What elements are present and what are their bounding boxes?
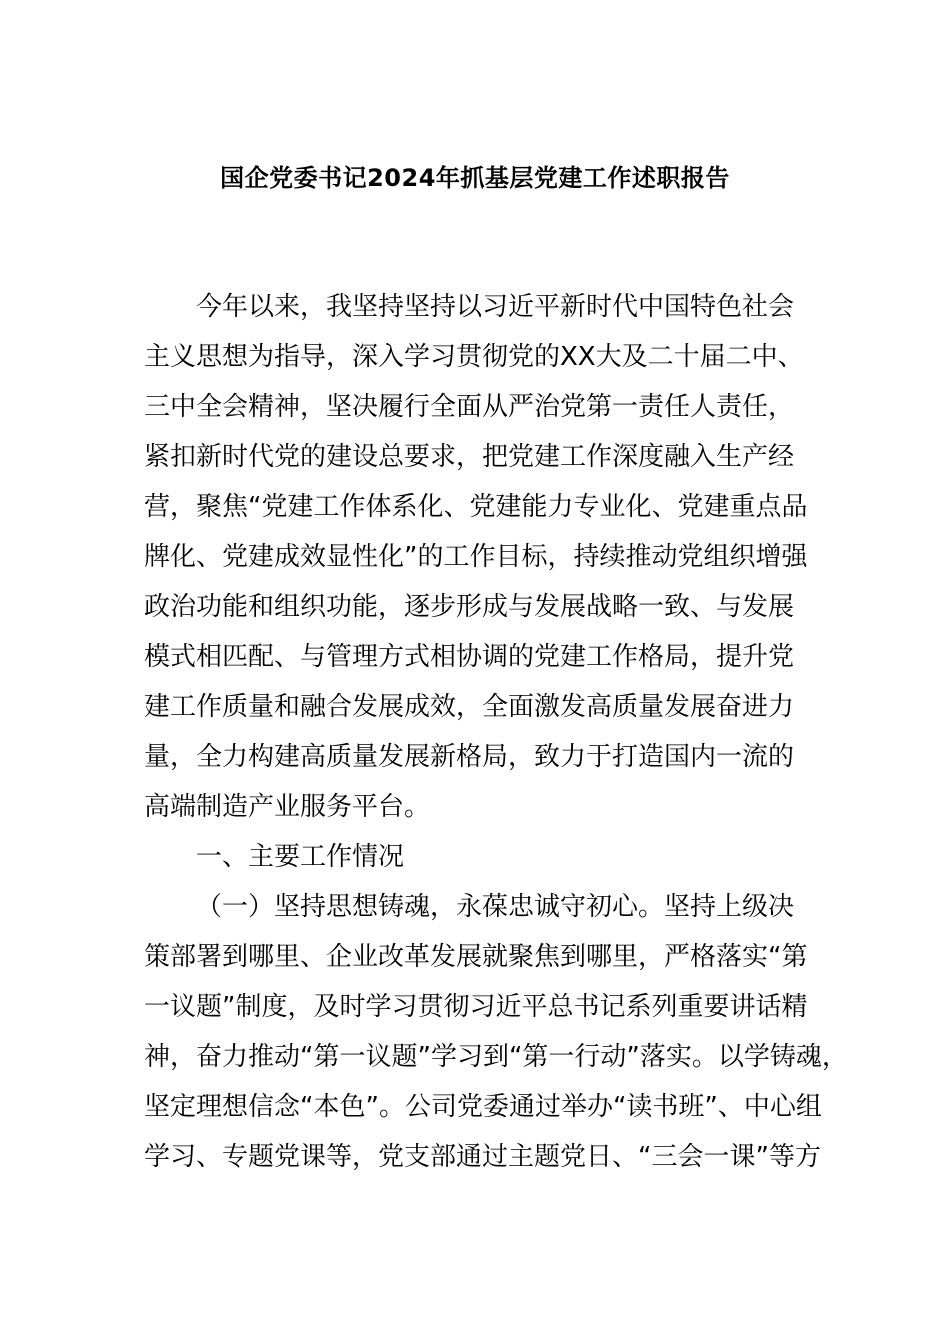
paragraph-line: 学习、专题党课等，党支部通过主题党日、“三会一课”等方 — [144, 1142, 821, 1172]
paragraph-line: 主义思想为指导，深入学习贯彻党的XX大及二十届二中、 — [144, 342, 804, 372]
document-body — [144, 282, 848, 1182]
paragraph-line: 模式相匹配、与管理方式相协调的党建工作格局，提升党 — [144, 642, 795, 672]
paragraph-line: 建工作质量和融合发展成效，全面激发高质量发展奋进力 — [144, 692, 795, 722]
paragraph-line: 一议题”制度，及时学习贯彻习近平总书记系列重要讲话精 — [144, 992, 808, 1022]
paragraph-line: 三中全会精神，坚决履行全面从严治党第一责任人责任， — [144, 392, 795, 422]
paragraph-line: 政治功能和组织功能，逐步形成与发展战略一致、与发展 — [144, 592, 795, 622]
section-heading: 一、主要工作情况 — [196, 842, 405, 872]
paragraph-line: 营，聚焦“党建工作体系化、党建能力专业化、党建重点品 — [144, 492, 808, 522]
subsection-line: （一）坚持思想铸魂，永葆忠诚守初心。坚持上级决 — [196, 892, 795, 922]
paragraph-line: 坚定理想信念“本色”。公司党委通过举办“读书班”、中心组 — [144, 1092, 822, 1122]
paragraph-line: 策部署到哪里、企业改革发展就聚焦到哪里，严格落实“第 — [144, 942, 808, 972]
paragraph-line: 神，奋力推动“第一议题”学习到“第一行动”落实。以学铸魂， — [144, 1042, 848, 1072]
paragraph-line: 紧扣新时代党的建设总要求，把党建工作深度融入生产经 — [144, 442, 795, 472]
paragraph-line: 牌化、党建成效显性化”的工作目标，持续推动党组织增强 — [144, 542, 808, 572]
paragraph-line: 量，全力构建高质量发展新格局，致力于打造国内一流的 — [144, 742, 795, 772]
paragraph-line: 今年以来，我坚持坚持以习近平新时代中国特色社会 — [196, 292, 795, 322]
paragraph-line: 高端制造产业服务平台。 — [144, 792, 431, 822]
document-title: 国企党委书记2024年抓基层党建工作述职报告 — [220, 164, 730, 192]
